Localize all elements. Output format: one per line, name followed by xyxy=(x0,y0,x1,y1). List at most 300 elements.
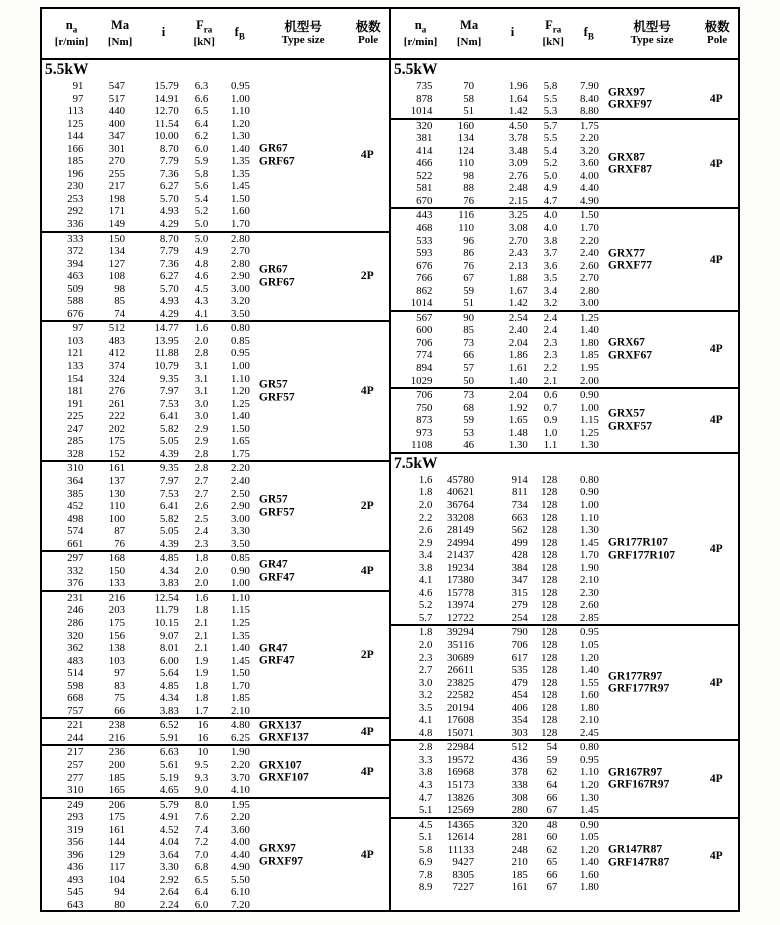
ma-value: 85 xyxy=(114,295,125,308)
pole-cell-spacer xyxy=(347,80,389,93)
type-cell-spacer xyxy=(252,423,347,436)
na-value: 1014 xyxy=(410,105,433,118)
spec-row xyxy=(42,525,389,538)
fb-value: 1.05 xyxy=(579,831,599,844)
ma-value: 50 xyxy=(463,374,474,387)
na-value: 4.8 xyxy=(418,726,433,739)
na-value: 5.2 xyxy=(418,599,433,612)
i-value: 384 xyxy=(511,561,528,574)
pole-label: 4P xyxy=(709,157,723,170)
na-value: 3.4 xyxy=(418,549,433,562)
spec-row xyxy=(391,427,738,440)
na-value: 4.3 xyxy=(418,778,433,791)
ma-value: 144 xyxy=(108,836,125,849)
fb-value: 1.35 xyxy=(230,167,250,180)
ma-value: 160 xyxy=(457,119,474,132)
i-value: 2.70 xyxy=(508,234,528,247)
fb-value: 1.20 xyxy=(579,778,599,791)
fb-value: 3.30 xyxy=(230,525,250,538)
ma-value: 130 xyxy=(108,487,125,500)
na-value: 3.3 xyxy=(418,753,433,766)
fra-value: 2.0 xyxy=(194,564,209,577)
na-value: 97 xyxy=(72,322,84,335)
i-value: 1.96 xyxy=(508,80,528,92)
i-value: 161 xyxy=(511,881,528,894)
pole-cell-spacer xyxy=(696,792,738,805)
fra-value: 2.4 xyxy=(543,324,558,337)
section-title: 5.5kW xyxy=(394,61,438,78)
na-value: 750 xyxy=(416,401,433,414)
i-value: 7.53 xyxy=(159,397,179,410)
fra-value: 0.9 xyxy=(543,414,558,427)
ma-value: 7227 xyxy=(452,881,474,894)
fra-value: 128 xyxy=(541,638,558,651)
type-cell-spacer xyxy=(601,182,696,195)
ma-value: 110 xyxy=(458,157,474,170)
ma-value: 185 xyxy=(108,771,125,784)
fb-value: 5.50 xyxy=(230,873,250,886)
na-value: 286 xyxy=(67,616,84,629)
type-size-line: GRX137 xyxy=(258,719,302,732)
type-size-line: GRF47 xyxy=(258,654,295,667)
i-value: 3.30 xyxy=(159,861,179,874)
pole-cell-spacer xyxy=(347,692,389,705)
ma-value: 517 xyxy=(108,92,125,105)
na-value: 593 xyxy=(416,247,433,260)
ma-value: 116 xyxy=(458,209,474,222)
pole-label: 4P xyxy=(360,149,374,162)
ma-value: 236 xyxy=(108,746,125,759)
ma-value: 66 xyxy=(463,349,474,362)
model-block xyxy=(42,460,389,550)
type-size-label xyxy=(259,379,295,404)
i-value: 338 xyxy=(511,778,528,791)
fra-value: 1.9 xyxy=(194,654,209,667)
fra-value: 128 xyxy=(541,701,558,714)
na-value: 244 xyxy=(67,731,84,744)
fb-value: 0.80 xyxy=(230,322,250,335)
na-value: 5.7 xyxy=(418,611,433,624)
spec-row xyxy=(42,849,389,862)
i-value: 2.92 xyxy=(159,873,179,886)
spec-row xyxy=(42,746,389,759)
fb-value: 1.60 xyxy=(579,868,599,881)
i-value: 512 xyxy=(511,741,528,754)
fra-value: 128 xyxy=(541,676,558,689)
ma-value: 149 xyxy=(108,218,125,231)
fb-value: 1.80 xyxy=(579,881,599,894)
type-size-line: GRF57 xyxy=(258,506,295,519)
type-size-line: GRXF107 xyxy=(258,771,309,784)
ma-value: 133 xyxy=(108,577,125,590)
fra-value: 1.1 xyxy=(543,439,558,452)
i-value: 5.61 xyxy=(159,758,179,771)
fra-value: 6.5 xyxy=(194,873,209,886)
pole-cell-spacer xyxy=(696,727,738,740)
spec-row xyxy=(42,233,389,246)
col-header-pole: 极数 Pole xyxy=(355,19,381,47)
spec-row xyxy=(42,462,389,475)
fb-value: 2.20 xyxy=(230,462,250,475)
ma-value: 200 xyxy=(108,758,125,771)
na-value: 514 xyxy=(67,667,84,680)
i-value: 1.42 xyxy=(508,297,528,310)
pole-cell-spacer xyxy=(696,362,738,375)
spec-row xyxy=(391,337,738,350)
fb-value: 1.85 xyxy=(579,349,599,362)
fb-value: 0.90 xyxy=(230,564,250,577)
type-cell-spacer xyxy=(601,881,696,894)
type-cell-spacer xyxy=(252,630,347,643)
i-value: 2.40 xyxy=(508,324,528,337)
fra-value: 4.6 xyxy=(194,270,209,283)
fra-value: 1.6 xyxy=(194,591,209,604)
fb-value: 2.00 xyxy=(579,374,599,387)
i-value: 4.50 xyxy=(508,119,528,132)
fra-value: 5.2 xyxy=(543,157,558,170)
fb-value: 1.20 xyxy=(579,843,599,856)
pole-cell-spacer xyxy=(347,824,389,837)
ma-value: 86 xyxy=(463,247,474,260)
type-cell-spacer xyxy=(252,475,347,488)
fb-value: 1.10 xyxy=(579,511,599,524)
na-value: 181 xyxy=(67,385,84,398)
i-value: 734 xyxy=(511,498,528,511)
fra-value: 4.5 xyxy=(194,282,209,295)
ma-value: 58 xyxy=(463,92,474,105)
i-value: 5.70 xyxy=(159,192,179,205)
model-block xyxy=(42,590,389,717)
model-block xyxy=(42,80,389,231)
ma-value: 152 xyxy=(108,447,125,460)
na-value: 125 xyxy=(67,117,84,130)
i-value: 8.70 xyxy=(159,142,179,155)
ma-value: 9427 xyxy=(452,856,474,869)
fra-value: 59 xyxy=(546,753,558,766)
spec-row xyxy=(42,784,389,797)
fb-value: 2.50 xyxy=(230,487,250,500)
fb-value: 1.00 xyxy=(230,360,250,373)
pole-cell-spacer xyxy=(347,258,389,271)
ma-value: 21437 xyxy=(447,549,474,562)
pole-cell-spacer xyxy=(696,222,738,235)
fb-value: 1.40 xyxy=(579,664,599,677)
type-size-line: GRF167R97 xyxy=(607,778,670,791)
fra-value: 2.9 xyxy=(194,422,209,435)
type-size-line: GR177R97 xyxy=(607,670,663,683)
type-cell-spacer xyxy=(252,245,347,258)
fra-value: 128 xyxy=(541,498,558,511)
pole-label: 4P xyxy=(709,850,723,863)
type-cell-spacer xyxy=(252,705,347,718)
col-header-pole: 极数 Pole xyxy=(704,19,730,47)
na-value: 545 xyxy=(67,886,84,899)
na-value: 1.6 xyxy=(418,473,433,486)
model-block xyxy=(391,310,738,387)
spec-row xyxy=(391,349,738,362)
fb-value: 2.10 xyxy=(230,704,250,717)
type-cell-spacer xyxy=(252,218,347,231)
pole-label: 2P xyxy=(360,270,374,283)
fra-value: 3.5 xyxy=(543,272,558,285)
model-block xyxy=(391,624,738,739)
type-cell-spacer xyxy=(252,105,347,118)
spec-row xyxy=(42,861,389,874)
fb-value: 1.00 xyxy=(230,92,250,105)
spec-row xyxy=(391,766,738,779)
spec-row xyxy=(42,604,389,617)
na-value: 414 xyxy=(416,144,433,157)
pole-cell-spacer xyxy=(347,347,389,360)
spec-row xyxy=(42,874,389,887)
ma-value: 12722 xyxy=(447,611,474,624)
type-size-label xyxy=(259,642,295,667)
type-size-label xyxy=(608,86,652,111)
na-value: 735 xyxy=(416,80,433,92)
na-value: 483 xyxy=(67,654,84,667)
spec-row xyxy=(42,295,389,308)
na-value: 774 xyxy=(416,349,433,362)
type-size-line: GRX97 xyxy=(607,86,645,99)
na-value: 231 xyxy=(67,591,84,604)
na-value: 328 xyxy=(67,447,84,460)
ma-value: 83 xyxy=(114,679,125,692)
fra-value: 5.5 xyxy=(543,92,558,105)
fb-value: 2.10 xyxy=(579,714,599,727)
pole-cell-spacer xyxy=(347,836,389,849)
pole-cell-spacer xyxy=(347,105,389,118)
na-value: 103 xyxy=(67,334,84,347)
fra-value: 128 xyxy=(541,549,558,562)
spec-row xyxy=(391,689,738,702)
pole-cell-spacer xyxy=(347,874,389,887)
pole-cell-spacer xyxy=(696,285,738,298)
type-size-line: GRF67 xyxy=(258,155,295,168)
i-value: 1.86 xyxy=(508,349,528,362)
spec-row xyxy=(42,410,389,423)
pole-cell-spacer xyxy=(696,312,738,325)
col-header-torque: Ma [Nm] xyxy=(456,18,482,48)
model-block xyxy=(391,118,738,208)
spec-row xyxy=(391,235,738,248)
fra-value: 2.8 xyxy=(194,347,209,360)
i-value: 6.52 xyxy=(159,719,179,732)
i-value: 3.83 xyxy=(159,577,179,590)
fra-value: 2.9 xyxy=(194,435,209,448)
i-value: 6.63 xyxy=(159,746,179,759)
type-cell-spacer xyxy=(601,587,696,600)
na-value: 3.2 xyxy=(418,689,433,702)
i-value: 5.82 xyxy=(159,512,179,525)
na-value: 6.9 xyxy=(418,856,433,869)
i-value: 14.91 xyxy=(154,92,179,105)
ma-value: 87 xyxy=(114,525,125,538)
i-value: 1.61 xyxy=(508,362,528,375)
type-size-line: GRX97 xyxy=(258,842,296,855)
i-value: 1.30 xyxy=(508,439,528,452)
ma-value: 137 xyxy=(108,474,125,487)
fra-value: 7.0 xyxy=(194,848,209,861)
i-value: 9.07 xyxy=(159,629,179,642)
spec-row xyxy=(42,500,389,513)
model-block xyxy=(42,797,389,910)
type-cell-spacer xyxy=(601,120,696,133)
i-value: 10.79 xyxy=(154,360,179,373)
na-value: 567 xyxy=(416,311,433,324)
i-value: 378 xyxy=(511,766,528,779)
spec-row xyxy=(42,143,389,156)
i-value: 663 xyxy=(511,511,528,524)
ma-value: 68 xyxy=(463,401,474,414)
model-block xyxy=(391,387,738,452)
fra-value: 16 xyxy=(197,731,209,744)
i-value: 320 xyxy=(511,818,528,831)
pole-cell-spacer xyxy=(347,630,389,643)
i-value: 535 xyxy=(511,664,528,677)
fb-value: 2.60 xyxy=(579,259,599,272)
na-value: 588 xyxy=(67,295,84,308)
spec-row xyxy=(391,375,738,388)
spec-row xyxy=(391,831,738,844)
i-value: 1.88 xyxy=(508,272,528,285)
spec-row xyxy=(391,512,738,525)
spec-row xyxy=(42,592,389,605)
spec-row xyxy=(42,385,389,398)
i-value: 10.15 xyxy=(154,616,179,629)
type-cell-spacer xyxy=(252,130,347,143)
fra-value: 4.9 xyxy=(543,182,558,195)
power-section xyxy=(42,60,389,910)
fb-value: 4.90 xyxy=(579,194,599,207)
type-cell-spacer xyxy=(601,702,696,715)
fb-value: 1.40 xyxy=(230,410,250,423)
type-cell-spacer xyxy=(252,435,347,448)
pole-cell-spacer xyxy=(347,398,389,411)
ma-value: 76 xyxy=(114,537,125,550)
pole-cell-spacer xyxy=(347,667,389,680)
type-cell-spacer xyxy=(601,474,696,487)
fra-value: 2.1 xyxy=(543,374,558,387)
type-size-line: GR47 xyxy=(258,558,288,571)
fra-value: 62 xyxy=(546,843,558,856)
ma-value: 150 xyxy=(108,232,125,245)
ma-value: 15778 xyxy=(447,586,474,599)
spec-row xyxy=(42,423,389,436)
fb-value: 1.50 xyxy=(230,667,250,680)
type-cell-spacer xyxy=(252,360,347,373)
fra-value: 67 xyxy=(546,881,558,894)
na-value: 332 xyxy=(67,564,84,577)
na-value: 2.0 xyxy=(418,498,433,511)
fra-value: 7.2 xyxy=(194,836,209,849)
i-value: 315 xyxy=(511,586,528,599)
na-value: 225 xyxy=(67,410,84,423)
pole-cell-spacer xyxy=(696,881,738,894)
model-block xyxy=(42,717,389,744)
spec-row xyxy=(391,714,738,727)
pole-label: 2P xyxy=(360,648,374,661)
pole-cell-spacer xyxy=(347,245,389,258)
fra-value: 2.0 xyxy=(194,577,209,590)
i-value: 14.77 xyxy=(154,322,179,335)
type-size-line: GR57 xyxy=(258,378,288,391)
i-value: 1.40 xyxy=(508,374,528,387)
ma-value: 129 xyxy=(108,848,125,861)
fb-value: 4.90 xyxy=(230,861,250,874)
fb-value: 2.45 xyxy=(579,726,599,739)
i-value: 7.79 xyxy=(159,245,179,258)
i-value: 354 xyxy=(511,714,528,727)
i-value: 6.27 xyxy=(159,270,179,283)
i-value: 4.04 xyxy=(159,836,179,849)
type-size-line: GRF147R87 xyxy=(607,856,670,869)
spec-row xyxy=(391,819,738,832)
spec-row xyxy=(391,664,738,677)
spec-row xyxy=(42,118,389,131)
fra-value: 2.3 xyxy=(543,349,558,362)
pole-cell-spacer xyxy=(347,373,389,386)
na-value: 2.3 xyxy=(418,651,433,664)
i-value: 790 xyxy=(511,626,528,639)
type-cell-spacer xyxy=(601,486,696,499)
fb-value: 1.50 xyxy=(230,422,250,435)
spec-row xyxy=(42,105,389,118)
fb-value: 7.20 xyxy=(230,899,250,910)
fb-value: 1.80 xyxy=(579,701,599,714)
spec-row xyxy=(391,157,738,170)
pole-cell-spacer xyxy=(696,524,738,537)
fb-value: 2.85 xyxy=(579,611,599,624)
i-value: 2.13 xyxy=(508,259,528,272)
spec-row xyxy=(391,792,738,805)
fra-value: 67 xyxy=(546,804,558,817)
fb-value: 1.00 xyxy=(579,401,599,414)
spec-row xyxy=(391,677,738,690)
na-value: 466 xyxy=(416,157,433,170)
pole-cell-spacer xyxy=(347,308,389,321)
fra-value: 128 xyxy=(541,689,558,702)
na-value: 5.1 xyxy=(418,831,433,844)
fra-value: 66 xyxy=(546,791,558,804)
na-value: 4.1 xyxy=(418,714,433,727)
ma-value: 98 xyxy=(463,169,474,182)
fb-value: 1.95 xyxy=(579,362,599,375)
fb-value: 0.90 xyxy=(579,818,599,831)
fra-value: 128 xyxy=(541,524,558,537)
pole-cell-spacer xyxy=(347,604,389,617)
na-value: 1.8 xyxy=(418,626,433,639)
type-size-line: GR67 xyxy=(258,142,288,155)
fb-value: 0.95 xyxy=(579,753,599,766)
fb-value: 2.80 xyxy=(230,257,250,270)
na-value: 443 xyxy=(416,209,433,222)
i-value: 9.35 xyxy=(159,462,179,475)
na-value: 2.9 xyxy=(418,536,433,549)
fra-value: 10 xyxy=(197,746,209,759)
pole-cell-spacer xyxy=(696,375,738,388)
pole-cell-spacer xyxy=(696,714,738,727)
i-value: 562 xyxy=(511,524,528,537)
ma-value: 35116 xyxy=(447,638,474,651)
pole-cell-spacer xyxy=(347,680,389,693)
table-header-right xyxy=(391,9,738,60)
na-value: 766 xyxy=(416,272,433,285)
spec-row xyxy=(42,680,389,693)
na-value: 364 xyxy=(67,474,84,487)
type-cell-spacer xyxy=(601,652,696,665)
fb-value: 1.75 xyxy=(579,119,599,132)
i-value: 3.78 xyxy=(508,132,528,145)
